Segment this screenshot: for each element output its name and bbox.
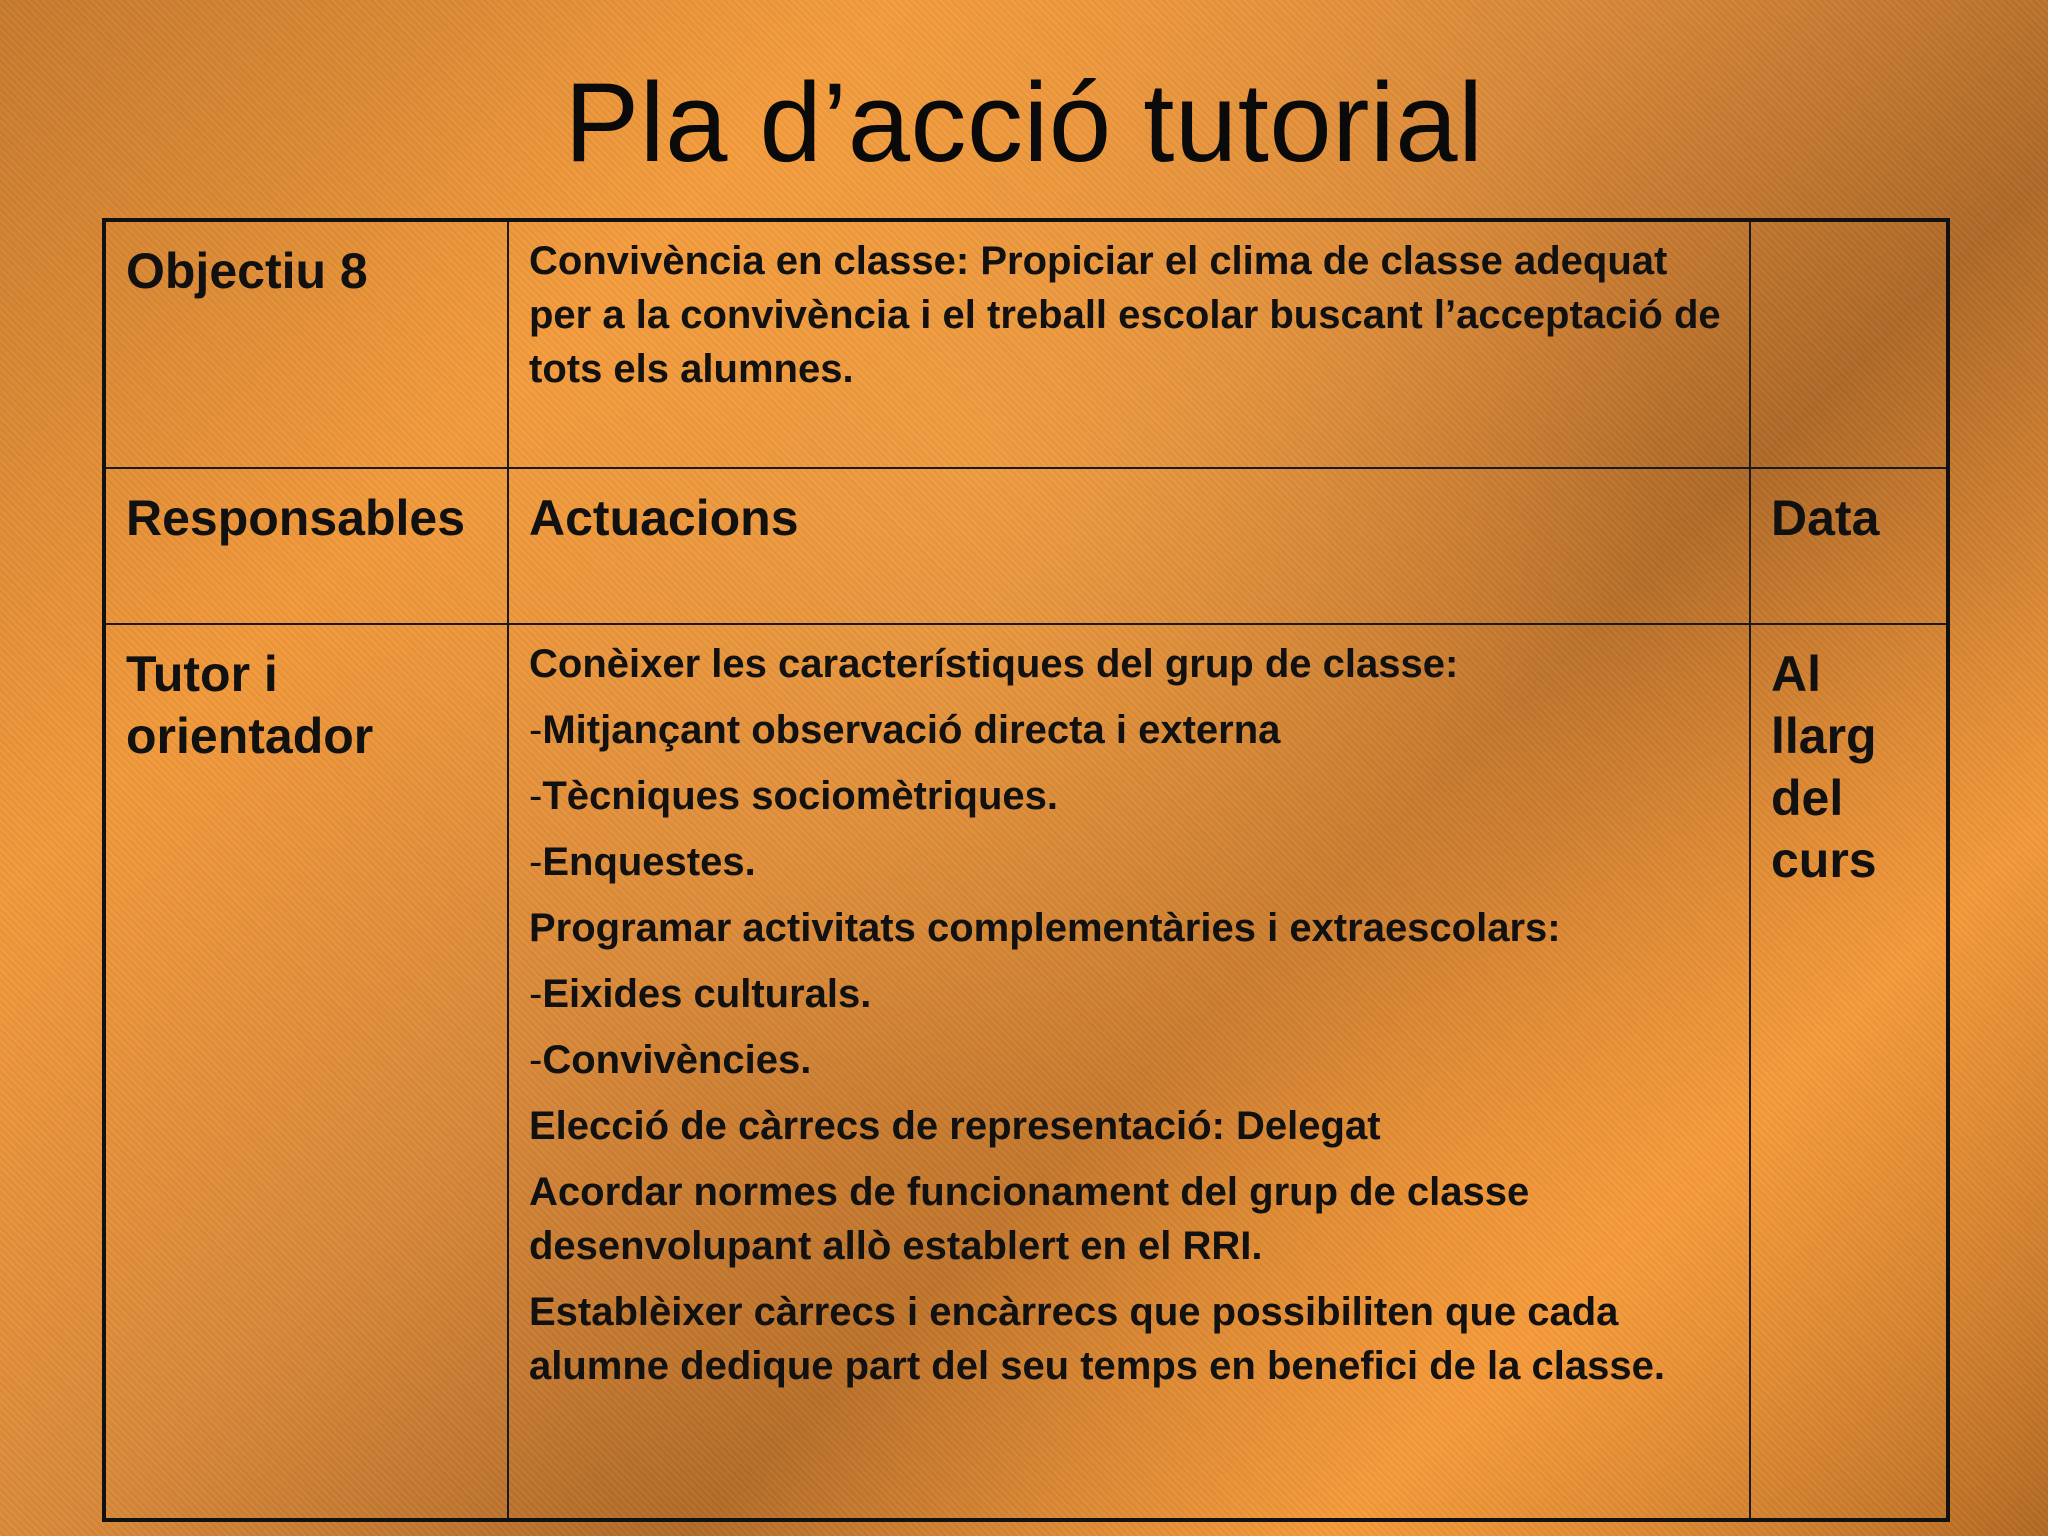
actuacio-text: Elecció de càrrecs de representació: Delegat	[529, 1104, 1381, 1148]
header-responsables: Responsables	[126, 490, 466, 546]
actuacio-item	[529, 769, 1729, 823]
objective-label: Objectiu 8	[126, 243, 368, 299]
actuacio-text: Convivències.	[542, 1038, 812, 1082]
actuacio-text: Establèixer càrrecs i encàrrecs que possibiliten que cada alumne dedique part del seu temps en benefici de la classe.	[529, 1290, 1665, 1388]
responsables-value: Tutor i orientador	[126, 646, 374, 764]
actuacio-dash: -	[529, 1038, 543, 1082]
content-row	[104, 624, 1948, 1520]
data-value: Al llarg del curs	[1771, 646, 1877, 888]
actuacio-text: Enquestes.	[542, 840, 756, 884]
actuacio-text: Conèixer les característiques del grup de classe:	[529, 642, 1459, 686]
objective-extra	[1751, 222, 1946, 250]
objective-row	[104, 220, 1948, 468]
header-actuacions-cell	[508, 468, 1750, 624]
actuacio-dash: -	[529, 840, 543, 884]
actuacio-text: Acordar normes de funcionament del grup de classe desenvolupant allò establert en el RRI.	[529, 1170, 1530, 1268]
actuacio-item	[529, 703, 1729, 757]
header-responsables-cell	[104, 468, 508, 624]
actuacio-text: Eixides culturals.	[542, 972, 872, 1016]
header-data-cell	[1750, 468, 1948, 624]
actuacio-item	[529, 835, 1729, 889]
responsables-cell	[104, 624, 508, 1520]
actuacio-item	[529, 1033, 1729, 1087]
actuacio-dash: -	[529, 774, 543, 818]
actuacio-dash: -	[529, 708, 543, 752]
actuacio-item	[529, 967, 1729, 1021]
objective-text-cell	[508, 220, 1750, 468]
actuacio-item	[529, 1099, 1729, 1153]
objective-text: Convivència en classe: Propiciar el clima de classe adequat per a la convivència i el treball escolar buscant l’acceptació de tots els alumnes.	[529, 239, 1721, 391]
action-plan-table	[102, 218, 1950, 1522]
actuacio-item	[529, 637, 1729, 691]
actuacions-list	[509, 625, 1749, 1415]
header-data: Data	[1771, 490, 1880, 546]
objective-empty-cell	[1750, 220, 1948, 468]
data-cell	[1750, 624, 1948, 1520]
actuacio-item	[529, 901, 1729, 955]
actuacio-text: Mitjançant observació directa i externa	[542, 708, 1281, 752]
actuacio-text: Tècniques sociomètriques.	[542, 774, 1059, 818]
header-row	[104, 468, 1948, 624]
objective-label-cell	[104, 220, 508, 468]
header-actuacions: Actuacions	[529, 490, 799, 546]
actuacio-dash: -	[529, 972, 543, 1016]
actuacio-item	[529, 1285, 1729, 1393]
slide-title: Pla d’acció tutorial	[564, 60, 1484, 185]
actuacions-cell	[508, 624, 1750, 1520]
actuacio-item	[529, 1165, 1729, 1273]
actuacio-text: Programar activitats complementàries i extraescolars:	[529, 906, 1561, 950]
